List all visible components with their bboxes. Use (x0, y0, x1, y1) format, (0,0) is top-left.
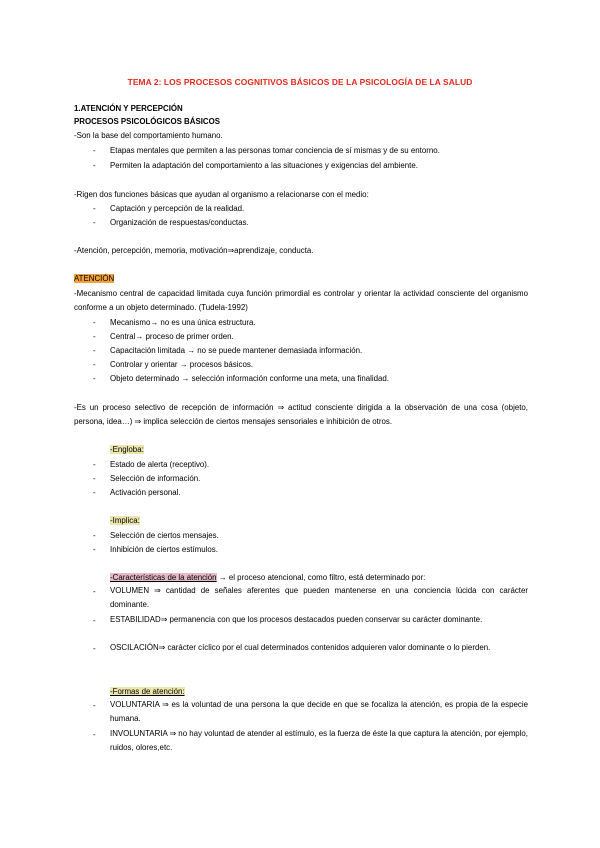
list-item: Central→ proceso de primer orden. (110, 332, 234, 341)
dash-marker: - (93, 161, 96, 170)
list-item: Activación personal. (110, 488, 181, 497)
caracteristicas-line (110, 572, 425, 583)
dash-marker: - (93, 545, 96, 554)
dash-marker: - (93, 488, 96, 497)
list-item: Inhibición de ciertos estímulos. (110, 545, 218, 554)
dash-marker: - (93, 701, 96, 710)
dash-marker: - (93, 644, 96, 653)
rigen-text: -Rigen dos funciones básicas que ayudan al organismo a relacionarse con el medio: (74, 190, 369, 199)
dash-marker: - (93, 332, 96, 341)
dash-marker: - (93, 204, 96, 213)
list-item: Objeto determinado → selección información conforme una meta, una finalidad. (110, 374, 389, 383)
term-oscilacion: OSCILACIÓN (110, 643, 159, 652)
term-estabilidad-desc: ⇒ permanencia con que los procesos destacados pueden conservar su carácter dominante. (160, 615, 483, 624)
list-item: Mecanismo→ no es una única estructura. (110, 318, 256, 327)
term-estabilidad: ESTABILIDAD (110, 615, 161, 624)
intro-text: -Son la base del comportamiento humano. (74, 131, 223, 140)
dash-marker: - (93, 346, 96, 355)
dash-marker: - (93, 531, 96, 540)
term-voluntaria: VOLUNTARIA (110, 700, 160, 709)
section-heading: 1.ATENCIÓN Y PERCEPCIÓN (74, 104, 183, 113)
list-item: Selección de información. (110, 474, 201, 483)
atencion-proceso-text: -Es un proceso selectivo de recepción de información ⇒ actitud consciente dirigida a la observación de una cosa (objeto, persona, idea…) ⇒ implica selección de ciertos mensajes sensoriales e inhibición de otros. (74, 403, 528, 426)
dash-marker: - (93, 146, 96, 155)
list-item: Permiten la adaptación del comportamiento a las situaciones y exigencias del ambiente. (110, 161, 418, 170)
implica-label: -Implica: (110, 516, 140, 525)
section-subheading: PROCESOS PSICOLÓGICOS BÁSICOS (74, 117, 220, 126)
caracteristicas-text: → el proceso atencional, como filtro, está determinado por: (216, 573, 426, 582)
list-item: Organización de respuestas/conductas. (110, 218, 249, 227)
process-list-text: -Atención, percepción, memoria, motivación⇒aprendizaje, conducta. (74, 246, 314, 255)
document-title: TEMA 2: LOS PROCESOS COGNITIVOS BÁSICOS DE LA PSICOLOGÍA DE LA SALUD (127, 77, 473, 87)
list-item: Selección de ciertos mensajes. (110, 531, 219, 540)
caracteristicas-label: -Características de la atención (110, 573, 217, 582)
term-involuntaria: INVOLUNTARIA (110, 729, 168, 738)
list-item: Capacitación limitada → no se puede mantener demasiada información. (110, 346, 363, 355)
dash-marker: - (93, 374, 96, 383)
term-volumen: VOLUMEN (110, 586, 150, 595)
dash-marker: - (93, 218, 96, 227)
dash-marker: - (93, 460, 96, 469)
dash-marker: - (93, 318, 96, 327)
list-item (110, 727, 528, 755)
term-involuntaria-desc: ⇒ no hay voluntad de atender al estímulo, es la fuerza de éste la que captura la atención, por ejemplo, ruidos, olores,etc. (110, 729, 528, 752)
list-item: Controlar y orientar → procesos básicos. (110, 360, 253, 369)
list-item (110, 584, 528, 612)
engloba-label: -Engloba: (110, 445, 144, 454)
list-item: Captación y percepción de la realidad. (110, 204, 245, 213)
dash-marker: - (93, 730, 96, 739)
atencion-definition: -Mecanismo central de capacidad limitada cuya función primordial es controlar y orientar la actividad consciente del organismo conforme a un objeto determinado. (Tudela-1992) (74, 289, 528, 312)
dash-marker: - (93, 474, 96, 483)
dash-marker: - (93, 587, 96, 596)
list-item (110, 641, 528, 655)
list-item: Estado de alerta (receptivo). (110, 460, 210, 469)
dash-marker: - (93, 360, 96, 369)
term-volumen-desc: ⇒ cantidad de señales aferentes que pueden mantenerse en una conciencia lúcida con carácter dominante. (110, 586, 528, 609)
term-voluntaria-desc: ⇒ es la voluntad de una persona la que decide en que se focaliza la atención, es propia de la especie humana. (110, 700, 528, 723)
term-oscilacion-desc: ⇒ carácter cíclico por el cual determinados contenidos adquieren valor dominante o lo pierden. (158, 643, 491, 652)
list-item: Etapas mentales que permiten a las personas tomar conciencia de sí mismas y de su entorno. (110, 146, 440, 155)
dash-marker: - (93, 616, 96, 625)
atencion-label: ATENCIÓN (74, 274, 115, 283)
formas-label: -Formas de atención: (110, 687, 185, 696)
list-item (110, 698, 528, 726)
list-item (110, 613, 528, 627)
